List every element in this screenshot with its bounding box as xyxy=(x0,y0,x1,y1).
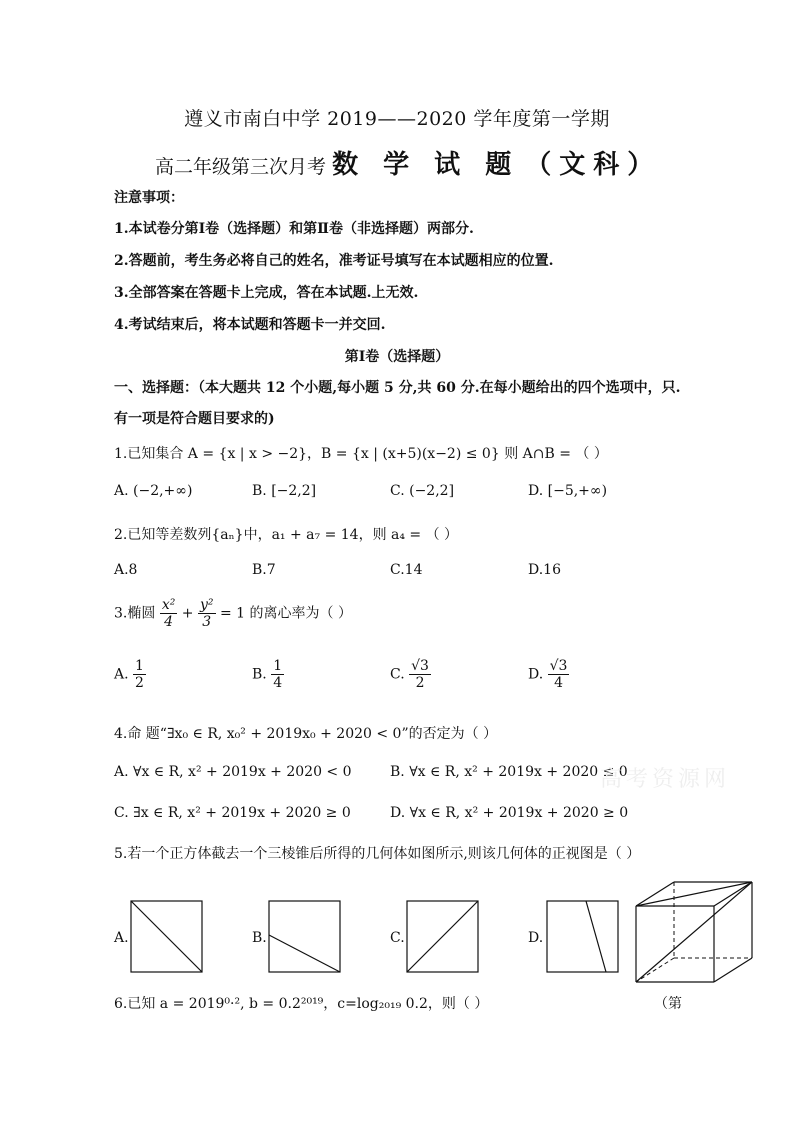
question-1-stem: 1.已知集合 A = {x | x > −2}，B = {x | (x+5)(x−2) ≤ 0} 则 A∩B = （ ） xyxy=(114,446,608,462)
q5-view-b-figure xyxy=(268,900,342,974)
question-5-stem: 5.若一个正方体截去一个三棱锥后所得的几何体如图所示,则该几何体的正视图是（ ） xyxy=(114,846,641,862)
q1-option-b: B. [−2,2] xyxy=(252,483,317,499)
notes-heading: 注意事项： xyxy=(114,190,184,206)
section-intro: 一、选择题：（本大题共 12 个小题,每小题 5 分,共 60 分.在每小题给出的四个选项中，只. xyxy=(114,380,681,396)
question-3-stem: 3.椭圆 $\frac{\text{x²}}{4}$ + $\frac{\text{y²}}{3}$ = 1 的离心率为（ ） xyxy=(114,597,352,630)
subject-title: 数 学 试 题 xyxy=(332,150,520,180)
exam-title-line1: 遵义市南白中学 2019——2020 学年度第一学期 xyxy=(184,108,610,130)
q3-stem-prefix: 3.椭圆 xyxy=(114,605,156,622)
note-item: 3.全部答案在答题卡上完成，答在本试题.上无效. xyxy=(114,285,419,301)
watermark: 高考资源网 xyxy=(600,767,731,792)
q5-option-b: B. xyxy=(252,930,267,946)
note-item: 2.答题前，考生务必将自己的姓名，准考证号填写在本试题相应的位置. xyxy=(114,253,554,269)
exam-title-line2 xyxy=(155,144,661,181)
q1-option-a: A. (−2,+∞) xyxy=(114,483,193,499)
section-title: 第Ⅰ卷（选择题） xyxy=(344,349,450,365)
q2-option-b: B.7 xyxy=(252,562,276,578)
question-2-stem: 2.已知等差数列{aₙ}中，a₁ + a₇ = 14，则 a₄ = （ ） xyxy=(114,527,459,543)
q5-option-a: A. xyxy=(114,930,129,946)
q2-option-d: D.16 xyxy=(528,562,561,578)
q5-view-a-figure xyxy=(130,900,204,974)
figure-caption: （第 xyxy=(654,996,682,1012)
q5-option-c: C. xyxy=(390,930,405,946)
q4-option-b: B. ∀x ∈ R, x² + 2019x + 2020 ≤ 0 xyxy=(390,764,628,780)
q2-option-c: C.14 xyxy=(390,562,423,578)
q2-option-a: A.8 xyxy=(114,562,138,578)
q3-fraction-x: $\frac{\text{x²}}{4}$ xyxy=(161,597,176,630)
q4-option-c: C. ∃x ∈ R, x² + 2019x + 2020 ≥ 0 xyxy=(114,805,351,821)
q3-stem-suffix: = 1 的离心率为（ ） xyxy=(219,605,352,622)
question-6-stem: 6.已知 a = 2019⁰·², b = 0.2²⁰¹⁹，c=log₂₀₁₉ 0.2，则（ ） xyxy=(114,996,489,1012)
q1-option-c: C. (−2,2] xyxy=(390,483,455,499)
q4-option-a: A. ∀x ∈ R, x² + 2019x + 2020 < 0 xyxy=(114,764,352,780)
q3-option-a: A. $\frac{1}{2}$ xyxy=(114,658,144,691)
note-item: 1.本试卷分第Ⅰ卷（选择题）和第Ⅱ卷（非选择题）两部分. xyxy=(114,221,474,237)
q4-option-d: D. ∀x ∈ R, x² + 2019x + 2020 ≥ 0 xyxy=(390,805,629,821)
q1-option-d: D. [−5,+∞) xyxy=(528,483,608,499)
q3-option-c: C. $\frac{√3}{2}$ xyxy=(390,658,429,691)
q5-view-c-figure xyxy=(406,900,480,974)
track-label: （文科） xyxy=(525,150,662,180)
q5-option-d: D. xyxy=(528,930,544,946)
q5-view-d-figure xyxy=(546,900,620,974)
question-4-stem: 4.命 题“∃x₀ ∈ R, x₀² + 2019x₀ + 2020 < 0”的否定为（ ） xyxy=(114,726,498,742)
section-intro-cont: 有一项是符合题目要求的) xyxy=(114,411,275,427)
q3-option-d: D. $\frac{√3}{4}$ xyxy=(528,658,568,691)
q3-fraction-y: $\frac{\text{y²}}{3}$ xyxy=(199,597,214,630)
note-item: 4.考试结束后，将本试题和答题卡一并交回. xyxy=(114,317,386,333)
q5-solid-figure xyxy=(634,878,754,988)
q3-option-b: B. $\frac{1}{4}$ xyxy=(252,658,283,691)
grade-label: 高二年级第三次月考 xyxy=(155,156,327,178)
